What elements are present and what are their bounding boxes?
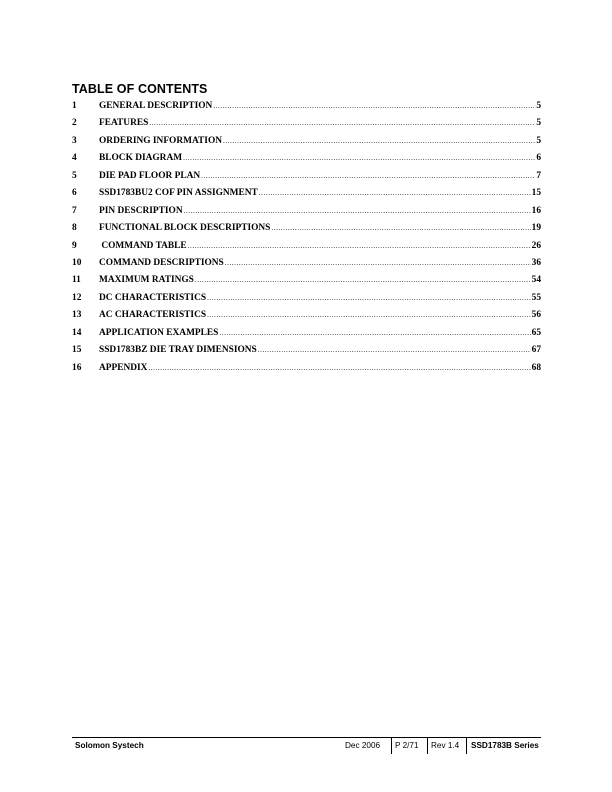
toc-entry-command-table[interactable] bbox=[72, 241, 541, 258]
toc-entry-page: 26 bbox=[531, 240, 541, 251]
footer-series: SSD1783B Series bbox=[471, 741, 539, 750]
toc-entry-page: 5 bbox=[536, 101, 541, 111]
toc-entry-number: 4 bbox=[72, 153, 77, 164]
toc-entry-page: 16 bbox=[531, 205, 541, 216]
toc-entry-page: 19 bbox=[531, 223, 541, 234]
dot-leader bbox=[183, 154, 535, 162]
toc-entry-maximum-ratings[interactable] bbox=[72, 275, 541, 292]
toc-entry-page: 5 bbox=[536, 118, 541, 129]
toc-entry-title: APPLICATION EXAMPLES bbox=[99, 327, 219, 338]
toc-entry-title: AC CHARACTERISTICS bbox=[99, 310, 207, 321]
footer-date: Dec 2006 bbox=[345, 741, 381, 750]
dot-leader bbox=[195, 276, 531, 284]
toc-entry-page: 56 bbox=[531, 310, 541, 321]
dot-leader bbox=[207, 294, 531, 302]
toc-entry-title: MAXIMUM RATINGS bbox=[99, 275, 194, 286]
toc-entry-number: 12 bbox=[72, 292, 82, 303]
toc-entry-title: COMMAND DESCRIPTIONS bbox=[99, 257, 224, 268]
toc-entry-application-examples[interactable] bbox=[72, 328, 541, 345]
toc-entry-number: 14 bbox=[72, 327, 82, 338]
dot-leader bbox=[271, 224, 530, 232]
toc-entry-number: 11 bbox=[72, 275, 81, 286]
toc-entry-features[interactable] bbox=[72, 118, 541, 135]
toc-entry-page: 54 bbox=[531, 275, 541, 286]
toc-entry-title: BLOCK DIAGRAM bbox=[99, 153, 183, 164]
toc-entry-page: 36 bbox=[531, 257, 541, 268]
toc-entry-number: 6 bbox=[72, 188, 77, 199]
toc-entry-page: 55 bbox=[531, 292, 541, 303]
toc-entry-number: 13 bbox=[72, 310, 82, 321]
footer-revision: Rev 1.4 bbox=[431, 741, 460, 750]
dot-leader bbox=[188, 242, 531, 250]
toc-heading: TABLE OF CONTENTS bbox=[72, 82, 208, 96]
toc-entry-page: 67 bbox=[531, 345, 541, 356]
footer-divider bbox=[391, 738, 392, 754]
toc-entry-functional-block-descriptions[interactable] bbox=[72, 223, 541, 240]
toc-entry-title: COMMAND TABLE bbox=[99, 240, 187, 251]
dot-leader bbox=[184, 207, 531, 215]
toc-entry-number: 9 bbox=[72, 240, 77, 251]
toc-entry-general-description[interactable] bbox=[72, 101, 541, 118]
toc-entry-cof-pin-assignment[interactable] bbox=[72, 188, 541, 205]
dot-leader bbox=[223, 137, 535, 145]
toc-entry-page: 7 bbox=[536, 170, 541, 181]
toc-entry-page: 6 bbox=[536, 153, 541, 164]
toc-entry-number: 3 bbox=[72, 135, 77, 146]
toc-entry-title: DIE PAD FLOOR PLAN bbox=[99, 170, 201, 181]
dot-leader bbox=[149, 119, 535, 127]
toc-entry-title: SSD1783BU2 COF PIN ASSIGNMENT bbox=[99, 188, 258, 199]
toc-entry-page: 68 bbox=[531, 362, 541, 373]
toc-entry-number: 2 bbox=[72, 118, 77, 129]
toc-entry-page: 15 bbox=[531, 188, 541, 199]
dot-leader bbox=[148, 364, 530, 372]
toc-entry-title: FUNCTIONAL BLOCK DESCRIPTIONS bbox=[99, 223, 271, 234]
toc-entry-block-diagram[interactable] bbox=[72, 153, 541, 170]
footer-page-number: P 2/71 bbox=[395, 741, 419, 750]
toc-entry-number: 8 bbox=[72, 223, 77, 234]
toc-entry-title: PIN DESCRIPTION bbox=[99, 205, 183, 216]
toc-entry-title: FEATURES bbox=[99, 118, 149, 129]
toc-entry-title: ORDERING INFORMATION bbox=[99, 135, 223, 146]
dot-leader bbox=[225, 259, 531, 267]
toc-entry-title: GENERAL DESCRIPTION bbox=[99, 101, 213, 111]
toc-entry-number: 7 bbox=[72, 205, 77, 216]
toc-entry-page: 65 bbox=[531, 327, 541, 338]
footer-divider bbox=[427, 738, 428, 754]
toc-entry-number: 1 bbox=[72, 101, 77, 111]
toc-entry-command-descriptions[interactable] bbox=[72, 258, 541, 275]
page-footer bbox=[72, 737, 541, 754]
footer-company: Solomon Systech bbox=[75, 741, 144, 750]
toc-entry-appendix[interactable] bbox=[72, 363, 541, 380]
toc-entry-number: 5 bbox=[72, 170, 77, 181]
toc-entry-number: 16 bbox=[72, 362, 82, 373]
dot-leader bbox=[258, 346, 531, 354]
toc-entry-title: DC CHARACTERISTICS bbox=[99, 292, 207, 303]
toc-entry-number: 10 bbox=[72, 257, 82, 268]
toc-list bbox=[72, 101, 541, 380]
toc-entry-ac-characteristics[interactable] bbox=[72, 310, 541, 327]
toc-entry-title: SSD1783BZ DIE TRAY DIMENSIONS bbox=[99, 345, 257, 356]
toc-entry-page: 5 bbox=[536, 135, 541, 146]
toc-entry-ordering-information[interactable] bbox=[72, 136, 541, 153]
footer-divider bbox=[466, 738, 467, 754]
toc-entry-number: 15 bbox=[72, 345, 82, 356]
dot-leader bbox=[259, 189, 531, 197]
toc-entry-pin-description[interactable] bbox=[72, 206, 541, 223]
toc-entry-die-tray-dimensions[interactable] bbox=[72, 345, 541, 362]
dot-leader bbox=[201, 172, 535, 180]
dot-leader bbox=[219, 329, 530, 337]
toc-entry-die-pad-floor-plan[interactable] bbox=[72, 171, 541, 188]
toc-entry-title: APPENDIX bbox=[99, 362, 148, 373]
dot-leader bbox=[207, 311, 531, 319]
dot-leader bbox=[213, 102, 535, 110]
toc-entry-dc-characteristics[interactable] bbox=[72, 293, 541, 310]
